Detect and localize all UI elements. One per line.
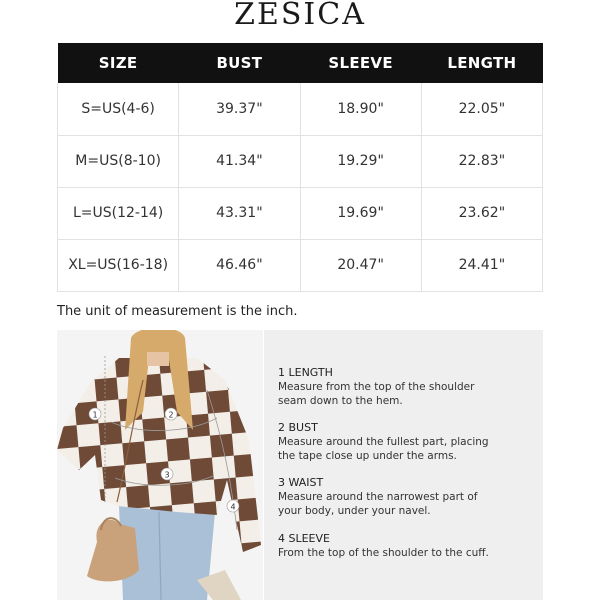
- svg-text:1: 1: [92, 410, 98, 420]
- table-header-row: [58, 43, 543, 83]
- svg-text:3: 3: [164, 470, 170, 480]
- marker-1: [89, 408, 101, 420]
- model-photo: [57, 330, 263, 600]
- measure-desc-line: the tape close up under the arms.: [278, 450, 457, 462]
- bust-cell: 41.34": [179, 135, 300, 187]
- size-cell: S=US(4-6): [58, 83, 179, 135]
- length-cell: 22.83": [421, 135, 542, 187]
- measure-title: 4 SLEEVE: [278, 532, 330, 545]
- table-row: [58, 239, 543, 291]
- size-cell: M=US(8-10): [58, 135, 179, 187]
- measure-item-bust: [278, 421, 538, 463]
- svg-text:2: 2: [168, 410, 174, 420]
- sleeve-cell: 20.47": [300, 239, 421, 291]
- marker-2: [165, 408, 177, 420]
- length-cell: 22.05": [421, 83, 542, 135]
- unit-note: The unit of measurement is the inch.: [57, 304, 298, 319]
- header-length: LENGTH: [421, 43, 542, 83]
- measure-desc-line: Measure from the top of the shoulder: [278, 381, 475, 393]
- measure-title: 3 WAIST: [278, 476, 324, 489]
- measure-item-length: [278, 366, 538, 408]
- length-cell: 24.41": [421, 239, 542, 291]
- size-cell: L=US(12-14): [58, 187, 179, 239]
- measure-item-waist: [278, 476, 538, 518]
- measure-title: 2 BUST: [278, 421, 318, 434]
- sleeve-cell: 18.90": [300, 83, 421, 135]
- table-row: [58, 187, 543, 239]
- header-size: SIZE: [58, 43, 179, 83]
- table-row: [58, 135, 543, 187]
- measure-desc-line: Measure around the narrowest part of: [278, 491, 478, 503]
- measure-desc-line: From the top of the shoulder to the cuff.: [278, 547, 489, 559]
- marker-3: [161, 468, 173, 480]
- bust-cell: 39.37": [179, 83, 300, 135]
- bust-cell: 43.31": [179, 187, 300, 239]
- sleeve-cell: 19.29": [300, 135, 421, 187]
- header-sleeve: SLEEVE: [300, 43, 421, 83]
- sleeve-cell: 19.69": [300, 187, 421, 239]
- model-illustration: [57, 330, 263, 600]
- measure-item-sleeve: [278, 532, 538, 560]
- header-bust: BUST: [179, 43, 300, 83]
- size-cell: XL=US(16-18): [58, 239, 179, 291]
- measurement-guide: [264, 330, 543, 600]
- measure-desc-line: seam down to the hem.: [278, 395, 403, 407]
- bust-cell: 46.46": [179, 239, 300, 291]
- length-cell: 23.62": [421, 187, 542, 239]
- size-chart-table: [57, 43, 543, 292]
- measure-title: 1 LENGTH: [278, 366, 333, 379]
- measure-desc-line: your body, under your navel.: [278, 505, 431, 517]
- table-row: [58, 83, 543, 135]
- brand-logo: ZESICA: [234, 0, 366, 32]
- marker-4: [227, 500, 239, 512]
- svg-text:4: 4: [230, 502, 236, 512]
- measure-desc-line: Measure around the fullest part, placing: [278, 436, 489, 448]
